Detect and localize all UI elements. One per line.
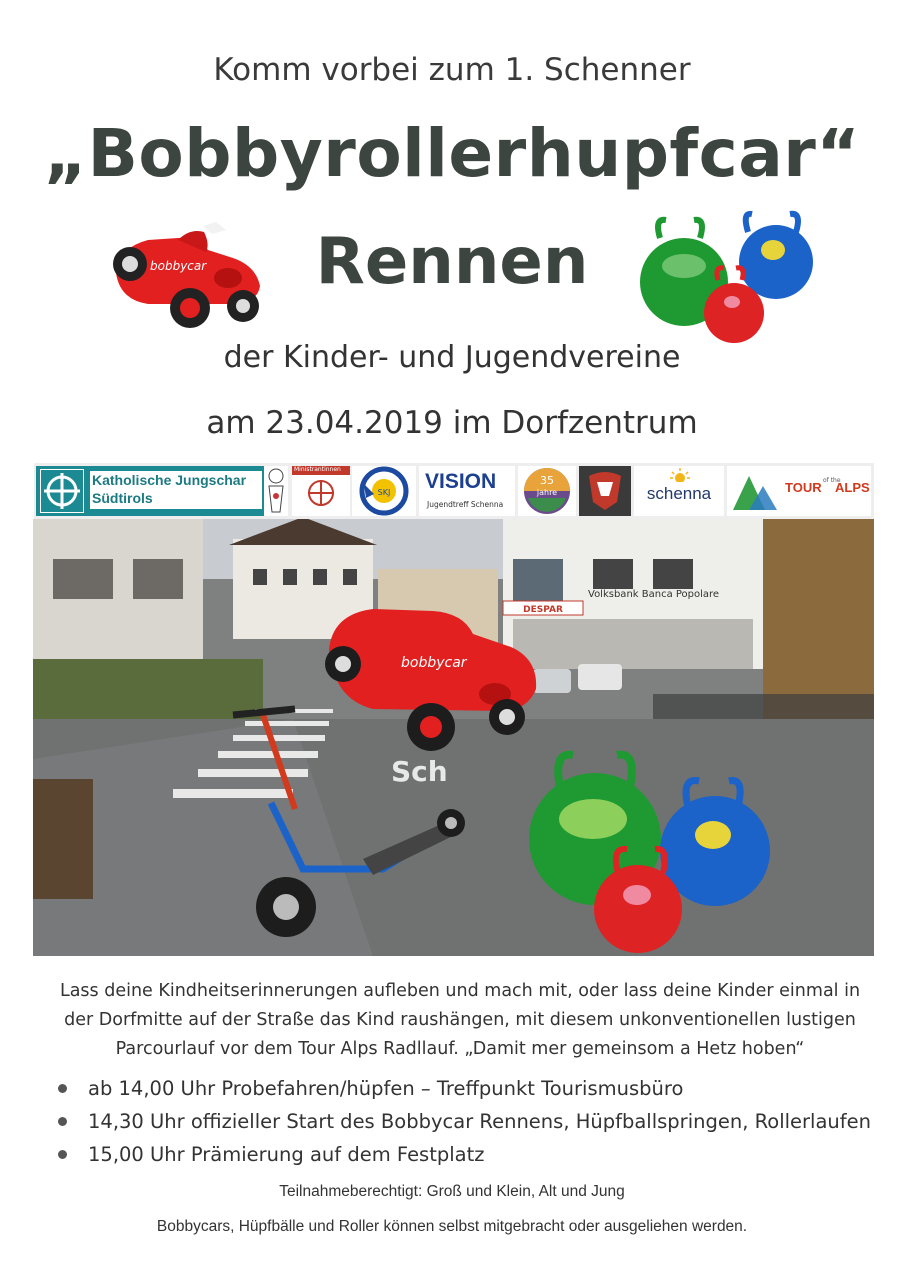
sun-icon	[670, 468, 690, 482]
rainbow-emblem-icon	[518, 466, 576, 516]
spar-sign: DESPAR	[523, 605, 563, 615]
sponsor-logos-bar	[34, 463, 874, 519]
ministranten-emblem-icon	[306, 478, 336, 508]
logo-ministranten	[292, 466, 350, 516]
jungschar-emblem-icon	[40, 469, 84, 513]
schedule-item: 14,30 Uhr offizieller Start des Bobbycar Rennens, Hüpfballspringen, Rollerlaufen	[56, 1105, 896, 1138]
participation-note: Teilnahmeberechtigt: Groß und Klein, Alt und Jung	[279, 1183, 625, 1200]
jungschar-name-line2: Südtirols	[92, 490, 153, 506]
event-title: „Bobbyrollerhupfcar“	[43, 115, 861, 192]
tour-label: TOUR	[785, 480, 822, 495]
bobbycar-illustration	[108, 218, 268, 333]
logo-schenna	[634, 466, 724, 516]
mountain-icon	[731, 470, 779, 512]
photo-bobbycar-logo: bobbycar	[401, 655, 467, 671]
jahre-label: jahre	[536, 488, 558, 497]
hopper-balls-illustration	[638, 210, 818, 345]
vision-sub-label: Jugendtreff Schenna	[427, 500, 504, 509]
bank-sign: Volksbank Banca Popolare	[588, 589, 720, 600]
ministranten-label: Ministrantinnen	[294, 466, 341, 473]
schenna-label: schenna	[646, 484, 712, 503]
road-marking: Sch	[391, 755, 448, 788]
subtitle: der Kinder- und Jugendvereine	[223, 340, 681, 375]
skj-emblem-icon	[352, 466, 416, 516]
bobbycar-logo-text: bobbycar	[150, 259, 207, 273]
logo-skj	[352, 466, 416, 516]
logo-vision	[419, 466, 515, 516]
logo-35-jahre	[518, 466, 576, 516]
street-photo-collage	[33, 519, 874, 956]
jungschar-name-line1: Katholische Jungschar	[92, 472, 247, 488]
date-line: am 23.04.2019 im Dorfzentrum	[206, 405, 698, 441]
intro-line: Komm vorbei zum 1. Schenner	[213, 52, 691, 88]
event-title-rennen: Rennen	[315, 225, 589, 299]
tour-of-the-label: of the	[823, 477, 841, 484]
eagle-crest-icon	[579, 466, 631, 516]
logo-katholische-jungschar	[36, 466, 264, 516]
schedule-item: 15,00 Uhr Prämierung auf dem Festplatz	[56, 1138, 896, 1171]
equipment-note: Bobbycars, Hüpfbälle und Roller können selbst mitgebracht oder ausgeliehen werden.	[156, 1218, 748, 1235]
jahre-number: 35	[540, 474, 554, 487]
skj-label: SKJ	[377, 488, 391, 497]
alps-label: ALPS	[835, 480, 870, 495]
vision-label: VISION	[425, 470, 497, 493]
schedule-list	[56, 1072, 896, 1171]
street-scene	[33, 519, 874, 956]
logo-tour-of-the-alps	[727, 466, 871, 516]
mascot-figure-icon	[264, 466, 288, 516]
logo-coat-of-arms	[579, 466, 631, 516]
schedule-item: ab 14,00 Uhr Probefahren/hüpfen – Treffpunkt Tourismusbüro	[56, 1072, 896, 1105]
event-description: Lass deine Kindheitserinnerungen aufleben und mach mit, oder lass deine Kinder einmal in der Dorfmitte auf der Straße das Kind raushängen, mit diesem unkonventionellen lustigen Parcourlauf vor dem Tour Alps Radllauf. „Damit mer gemeinsom a Hetz hoben“	[59, 981, 861, 1059]
